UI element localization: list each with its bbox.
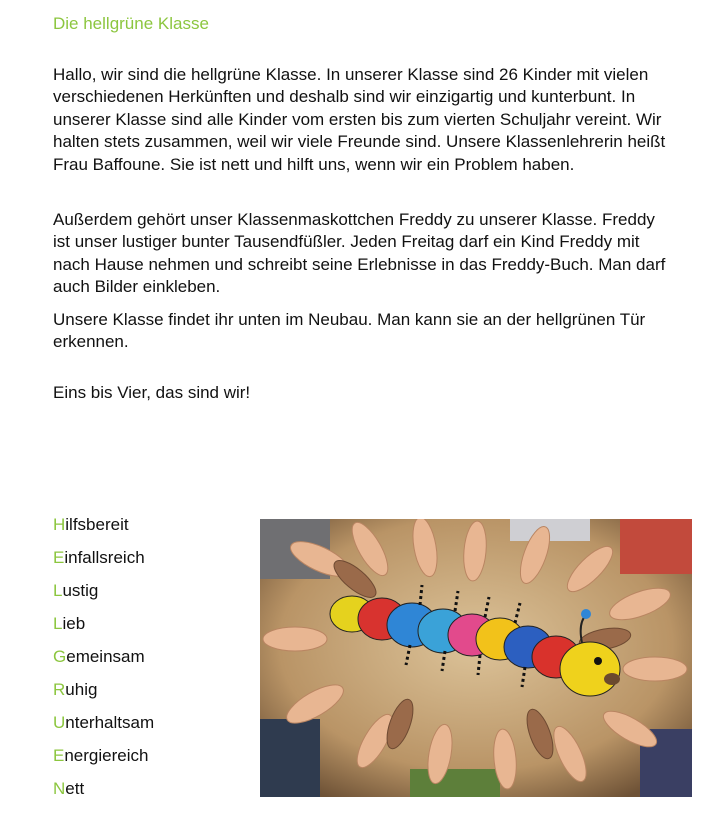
acrostic-line — [53, 579, 154, 612]
acrostic-initial: U — [53, 713, 66, 732]
acrostic-initial: H — [53, 515, 66, 534]
acrostic-word-rest: uhig — [65, 680, 98, 699]
mascot-paragraph: Außerdem gehört unser Klassenmaskottchen Freddy zu unserer Klasse. Freddy ist unser lustiger bunter Tausendfüßler. Jeden Freitag darf ein Kind Freddy mit nach Hause nehmen und schreibt seine Erlebnisse in das Freddy-Buch. Man darf auch Bilder einkleben. — [53, 210, 666, 297]
acrostic-line — [53, 513, 154, 546]
acrostic-line — [53, 546, 154, 579]
acrostic-word-rest: emeinsam — [66, 647, 145, 666]
acrostic-line — [53, 645, 154, 678]
acrostic-word-rest: ustig — [62, 581, 99, 600]
acrostic-initial: E — [53, 548, 65, 567]
acrostic-word-rest: nergiereich — [64, 746, 149, 765]
acrostic-initial: N — [53, 779, 66, 798]
acrostic-line — [53, 612, 154, 645]
acrostic-word-rest: nterhaltsam — [65, 713, 155, 732]
acrostic-initial: R — [53, 680, 66, 699]
acrostic-initial: L — [53, 581, 63, 600]
acrostic-initial: E — [53, 746, 65, 765]
acrostic-word-rest: ett — [65, 779, 85, 798]
acrostic-initial: G — [53, 647, 67, 666]
acrostic-line — [53, 777, 154, 810]
acrostic-word-rest: ieb — [62, 614, 86, 633]
acrostic-word-rest: ilfsbereit — [65, 515, 129, 534]
motto-paragraph: Eins bis Vier, das sind wir! — [53, 383, 251, 402]
location-paragraph: Unsere Klasse findet ihr unten im Neubau. Man kann sie an der hellgrünen Tür erkennen. — [53, 310, 646, 352]
acrostic-list — [53, 513, 154, 810]
intro-paragraph: Hallo, wir sind die hellgrüne Klasse. In unserer Klasse sind 26 Kinder mit vielen verschiedenen Herkünften und deshalb sind wir einzigartig und kunterbunt. In unserer Klasse sind alle Kinder vom ersten bis zum vierten Schuljahr vereint. Wir halten stets zusammen, weil wir viele Freunde sind. Unsere Klassenlehrerin heißt Frau Baffoune. Sie ist nett und hilft uns, wenn wir ein Problem haben. — [53, 65, 666, 174]
acrostic-line — [53, 711, 154, 744]
acrostic-line — [53, 744, 154, 777]
acrostic-line — [53, 678, 154, 711]
acrostic-word-rest: infallsreich — [64, 548, 145, 567]
class-mascot-photo — [260, 519, 692, 797]
page-title: Die hellgrüne Klasse — [53, 14, 209, 33]
acrostic-initial: L — [53, 614, 63, 633]
